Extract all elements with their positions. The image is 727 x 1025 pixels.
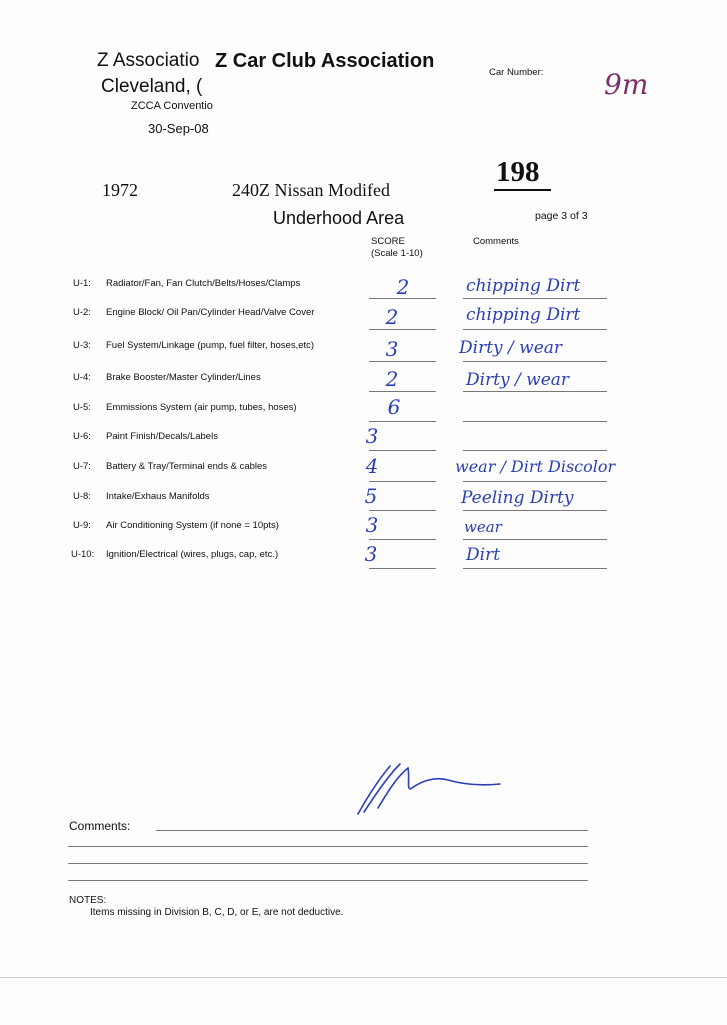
comments-label: Comments: bbox=[69, 819, 131, 833]
score-line bbox=[369, 510, 436, 511]
item-score: 5 bbox=[364, 484, 378, 508]
item-score: 6 bbox=[387, 395, 401, 419]
notes-label: NOTES: bbox=[69, 895, 107, 906]
comment-line bbox=[463, 329, 607, 330]
comment-line bbox=[463, 568, 607, 569]
score-line bbox=[369, 450, 436, 451]
comment-line bbox=[463, 391, 607, 392]
score-header: SCORE bbox=[371, 236, 405, 247]
item-score: 2 bbox=[396, 275, 410, 299]
item-comment: wear bbox=[464, 518, 502, 536]
comment-line bbox=[463, 510, 607, 511]
org-name-clipped-1: Z Associatio bbox=[97, 50, 200, 71]
vehicle-year: 1972 bbox=[102, 180, 138, 200]
item-comment: Dirt bbox=[466, 545, 501, 565]
item-code: U-3: bbox=[73, 340, 91, 351]
item-comment: wear / Dirt Discolor bbox=[455, 457, 616, 476]
item-comment: Peeling Dirty bbox=[461, 488, 574, 508]
notes-text: Items missing in Division B, C, D, or E, are not deductive. bbox=[90, 907, 344, 918]
item-comment: Dirty / wear bbox=[459, 338, 563, 358]
item-score: 2 bbox=[385, 305, 399, 329]
score-line bbox=[369, 481, 436, 482]
item-label: Intake/Exhaus Manifolds bbox=[106, 491, 210, 502]
item-code: U-7: bbox=[73, 461, 91, 472]
section-title: Underhood Area bbox=[273, 208, 405, 228]
item-code: U-6: bbox=[73, 431, 91, 442]
item-comment: chipping Dirt bbox=[466, 305, 581, 325]
item-label: Fuel System/Linkage (pump, fuel filter, hoses,etc) bbox=[106, 340, 315, 351]
comment-line bbox=[463, 481, 607, 482]
item-code: U-1: bbox=[73, 278, 91, 289]
comments-header: Comments bbox=[473, 236, 519, 247]
item-code: U-5: bbox=[73, 402, 91, 413]
score-line bbox=[369, 539, 436, 540]
score-line bbox=[369, 298, 436, 299]
item-label: Brake Booster/Master Cylinder/Lines bbox=[106, 372, 261, 383]
form-date: 30-Sep-08 bbox=[148, 121, 209, 136]
form-title: Z Car Club Association bbox=[215, 50, 435, 72]
page-indicator: page 3 of 3 bbox=[535, 210, 588, 222]
item-comment: Dirty / wear bbox=[466, 370, 570, 390]
comments-line-1 bbox=[156, 830, 588, 831]
car-number-value: 9m bbox=[604, 68, 649, 101]
item-label: Ignition/Electrical (wires, plugs, cap, etc.) bbox=[106, 549, 279, 560]
item-label: Air Conditioning System (if none = 10pts) bbox=[106, 520, 279, 531]
score-line bbox=[369, 391, 436, 392]
item-code: U-10: bbox=[71, 549, 95, 560]
item-label: Paint Finish/Decals/Labels bbox=[106, 431, 218, 442]
score-line bbox=[369, 568, 436, 569]
comments-line-2 bbox=[68, 846, 588, 847]
comment-line bbox=[463, 539, 607, 540]
item-score: 3 bbox=[364, 542, 378, 566]
item-code: U-4: bbox=[73, 372, 91, 383]
vehicle-model: 240Z Nissan Modifed bbox=[232, 180, 390, 200]
item-label: Emmissions System (air pump, tubes, hoses) bbox=[106, 402, 297, 413]
page-bottom-rule bbox=[0, 977, 727, 978]
item-code: U-2: bbox=[73, 307, 91, 318]
score-scale-header: (Scale 1-10) bbox=[371, 248, 423, 259]
item-score: 4 bbox=[365, 454, 379, 478]
item-label: Battery & Tray/Terminal ends & cables bbox=[106, 461, 268, 472]
car-number-label: Car Number: bbox=[489, 67, 544, 78]
item-comment: chipping Dirt bbox=[466, 276, 581, 296]
entry-number-underline bbox=[494, 189, 551, 191]
score-line bbox=[369, 361, 436, 362]
item-score: 3 bbox=[365, 424, 379, 448]
item-label: Radiator/Fan, Fan Clutch/Belts/Hoses/Clamps bbox=[106, 278, 301, 289]
comment-line bbox=[463, 450, 607, 451]
score-line bbox=[369, 421, 436, 422]
item-label: Engine Block/ Oil Pan/Cylinder Head/Valve Cover bbox=[106, 307, 315, 318]
org-name-clipped-2: Cleveland, ( bbox=[101, 76, 203, 97]
org-name-clipped-3: ZCCA Conventio bbox=[131, 100, 213, 112]
comments-line-4 bbox=[68, 880, 588, 881]
entry-number: 198 bbox=[496, 156, 540, 188]
item-score: 2 bbox=[385, 367, 399, 391]
comment-line bbox=[463, 421, 607, 422]
score-line bbox=[369, 329, 436, 330]
item-score: 3 bbox=[385, 337, 399, 361]
comment-line bbox=[463, 298, 607, 299]
item-score: 3 bbox=[365, 513, 379, 537]
comments-line-3 bbox=[68, 863, 588, 864]
item-code: U-8: bbox=[73, 491, 91, 502]
comment-line bbox=[463, 361, 607, 362]
judge-signature bbox=[350, 758, 510, 818]
item-code: U-9: bbox=[73, 520, 91, 531]
